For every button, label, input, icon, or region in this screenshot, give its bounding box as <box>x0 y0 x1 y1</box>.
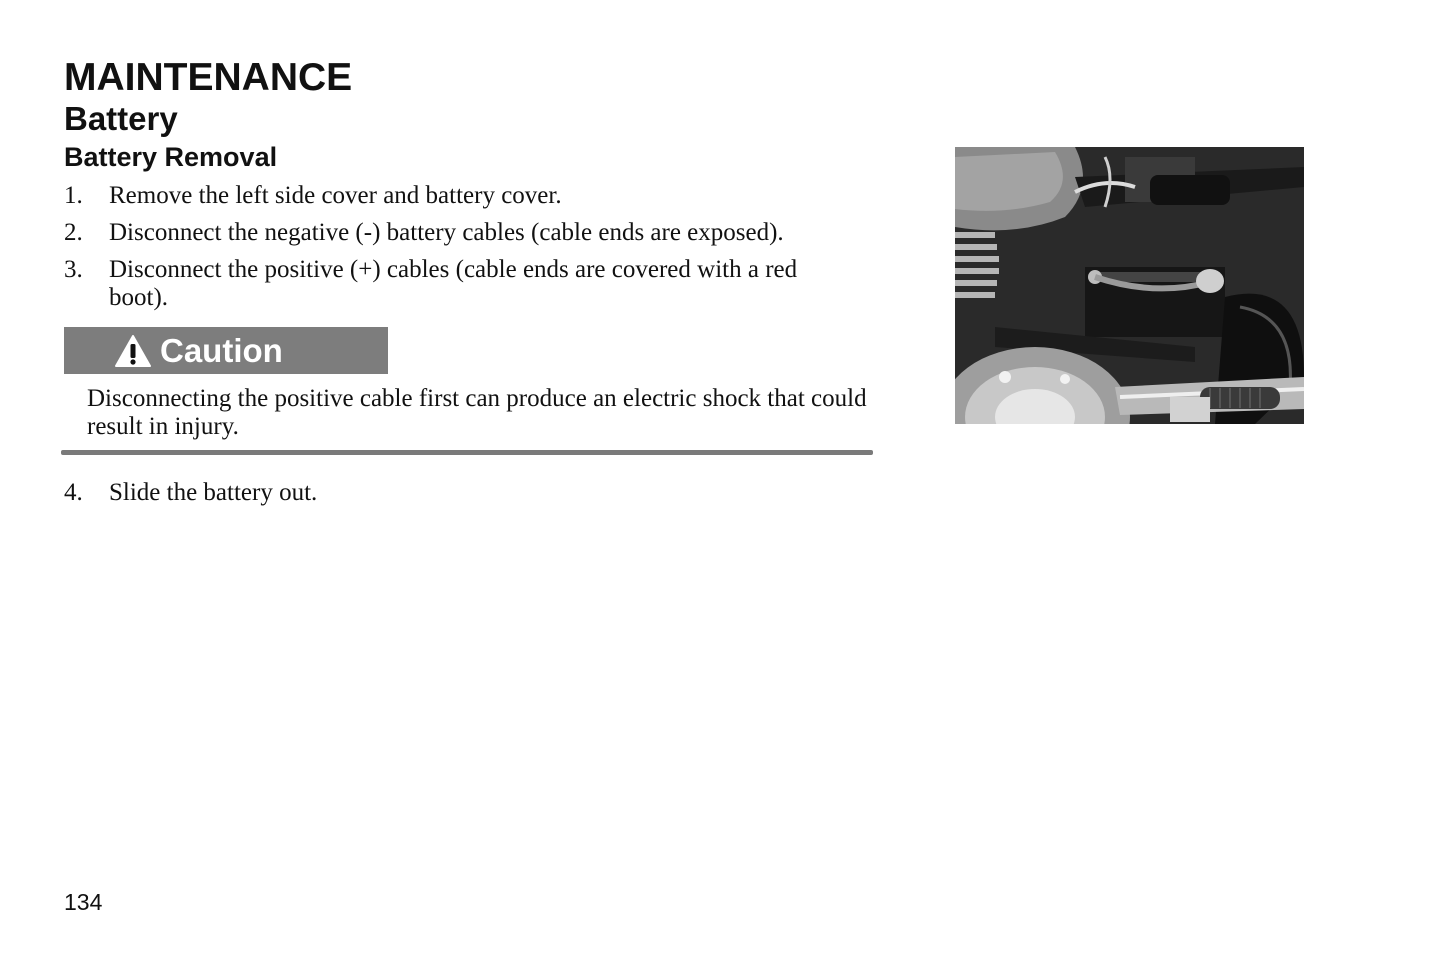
step-text: Disconnect the positive (+) cables (cable ends are covered with a red boot). <box>109 256 798 311</box>
warning-triangle-icon <box>114 334 152 368</box>
topic-title: Battery <box>64 100 178 137</box>
step-4 <box>64 479 317 507</box>
step-1 <box>64 182 884 210</box>
step-number: 4. <box>64 479 83 506</box>
page-number: 134 <box>64 889 103 915</box>
step-text: Remove the left side cover and battery cover. <box>109 182 562 209</box>
caution-banner <box>64 327 388 374</box>
step-number: 2. <box>64 219 83 246</box>
battery-compartment-photo <box>955 147 1304 424</box>
step-number: 3. <box>64 256 83 283</box>
step-3 <box>64 256 854 312</box>
battery-photo-illustration <box>955 147 1304 424</box>
caution-divider <box>61 450 873 455</box>
subtopic-title: Battery Removal <box>64 142 278 172</box>
section-title: MAINTENANCE <box>64 56 353 99</box>
removal-steps <box>64 182 884 321</box>
step-text: Disconnect the negative (-) battery cables (cable ends are exposed). <box>109 219 784 246</box>
step-number: 1. <box>64 182 83 209</box>
caution-text: Disconnecting the positive cable first can produce an electric shock that could result in injury. <box>87 385 867 440</box>
caution-label: Caution <box>160 331 283 369</box>
step-text: Slide the battery out. <box>109 479 318 506</box>
step-2 <box>64 219 884 247</box>
